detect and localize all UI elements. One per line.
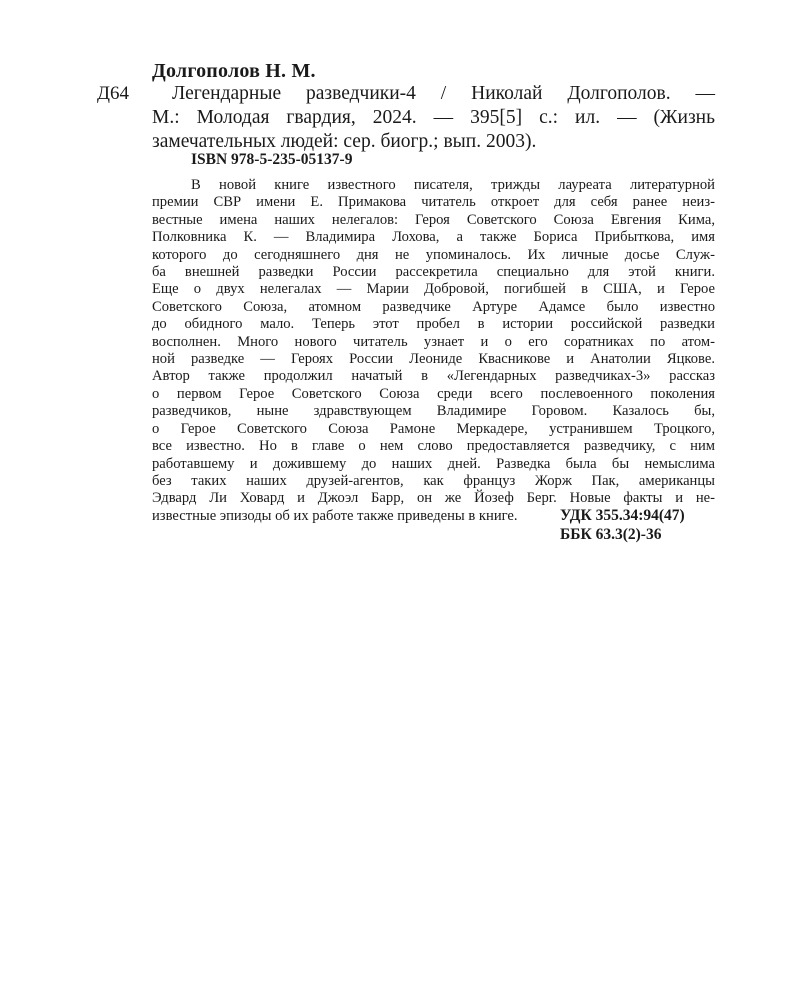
author-heading: Долгополов Н. М. (152, 60, 316, 82)
annotation-line: В новой книге известного писателя, трижды лауреата литературной (191, 177, 715, 193)
annotation-line: Еще о двух нелегалах — Марии Добровой, погибшей в США, и Герое (152, 281, 715, 298)
entry-line: Легендарные разведчики-4 / Николай Долгополов. — (172, 83, 715, 104)
entry-line: замечательных людей: сер. биогр.; вып. 2003). (152, 131, 537, 152)
annotation-line: о Герое Советского Союза Рамоне Меркадере, устранившем Троцкого, (152, 420, 715, 437)
annotation-line: без таких наших друзей-агентов, как француз Жорж Пак, американцы (152, 472, 715, 489)
bbk-code: ББК 63.3(2)-36 (560, 525, 662, 543)
author-code: Д64 (97, 83, 129, 104)
annotation-line: известные эпизоды об их работе также приведены в книге. (152, 507, 518, 524)
udk-code: УДК 355.34:94(47) (560, 507, 685, 524)
annotation-line: о первом Герое Советского Союза среди всего послевоенного поколения (152, 385, 715, 402)
annotation-line: которого до сегодняшнего дня не упоминалось. Их личные досье Служ- (152, 246, 715, 263)
annotation-line: Автор также продолжил начатый в «Легендарных разведчиках-3» рассказ (152, 368, 715, 385)
annotation-line: Полковника К. — Владимира Лохова, а также Бориса Прибыткова, имя (152, 229, 715, 246)
annotation-line: премии СВР имени Е. Примакова читатель откроет для себя ранее неиз- (152, 194, 715, 211)
annotation (152, 177, 715, 525)
bibliographic-entry (152, 82, 715, 154)
annotation-line: работавшему и дожившему до наших дней. Разведка была бы немыслима (152, 455, 715, 472)
annotation-line: разведчиков, ныне здравствующем Владимире Горовом. Казалось бы, (152, 403, 715, 420)
isbn: ISBN 978-5-235-05137-9 (191, 151, 353, 168)
annotation-line: все известно. Но в главе о нем слово предоставляется разведчику, с ним (152, 438, 715, 455)
annotation-line: до обидного мало. Теперь этот пробел в истории российской разведки (152, 316, 715, 333)
annotation-line: ба внешней разведки России рассекретила специально для этой книги. (152, 264, 715, 281)
annotation-line: Советского Союза, атомном разведчике Артуре Адамсе было известно (152, 298, 715, 315)
annotation-line: восполнен. Много нового читатель узнает и о его соратниках по атом- (152, 333, 715, 350)
classification-codes (560, 507, 685, 544)
annotation-line: вестные имена наших нелегалов: Героя Советского Союза Евгения Кима, (152, 211, 715, 228)
annotation-line: ной разведке — Героях России Леониде Квасникове и Анатолии Яцкове. (152, 351, 715, 368)
entry-line: М.: Молодая гвардия, 2024. — 395[5] с.: ил. — (Жизнь (152, 107, 715, 128)
annotation-line: Эдвард Ли Ховард и Джоэл Барр, он же Йозеф Берг. Новые факты и не- (152, 490, 715, 507)
